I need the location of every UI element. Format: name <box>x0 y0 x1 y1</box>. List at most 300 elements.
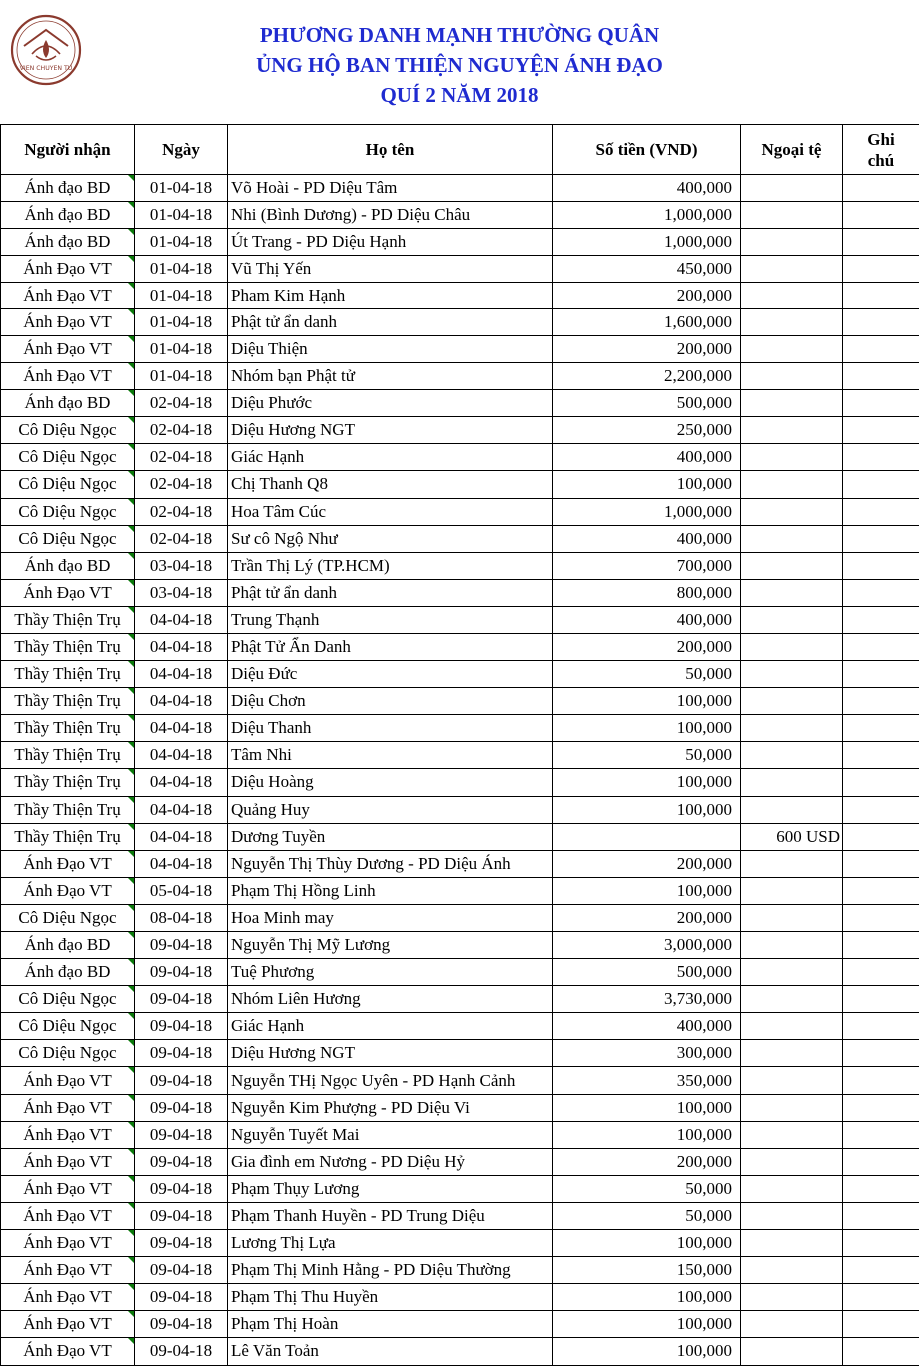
table-row <box>1 1202 919 1229</box>
cell-ngoai-te <box>741 1338 843 1365</box>
cell-ngoai-te <box>741 606 843 633</box>
cell-ghi-chu <box>843 552 919 579</box>
cell-ho-ten: Lê Văn Toản <box>228 1338 553 1365</box>
cell-ghi-chu <box>843 877 919 904</box>
cell-ho-ten: Phạm Thị Minh Hằng - PD Diệu Thường <box>228 1257 553 1284</box>
cell-ngoai-te <box>741 877 843 904</box>
cell-ho-ten: Trung Thạnh <box>228 606 553 633</box>
table-row <box>1 363 919 390</box>
cell-ngay: 01-04-18 <box>135 282 228 309</box>
cell-so-tien: 200,000 <box>553 336 741 363</box>
cell-ghi-chu <box>843 769 919 796</box>
cell-ngay: 01-04-18 <box>135 228 228 255</box>
cell-ho-ten: Nguyễn THị Ngọc Uyên - PD Hạnh Cảnh <box>228 1067 553 1094</box>
cell-nguoi-nhan: Thầy Thiện Trụ <box>1 769 135 796</box>
cell-ghi-chu <box>843 1311 919 1338</box>
cell-ghi-chu <box>843 742 919 769</box>
cell-so-tien: 1,600,000 <box>553 309 741 336</box>
cell-ghi-chu <box>843 1148 919 1175</box>
cell-nguoi-nhan: Ánh đạo BD <box>1 932 135 959</box>
cell-ho-ten: Phật tử ẩn danh <box>228 579 553 606</box>
cell-so-tien: 500,000 <box>553 959 741 986</box>
cell-nguoi-nhan: Cô Diệu Ngọc <box>1 986 135 1013</box>
cell-nguoi-nhan: Ánh Đạo VT <box>1 877 135 904</box>
cell-ngay: 03-04-18 <box>135 552 228 579</box>
column-header-nguoi-nhan: Người nhận <box>1 125 135 175</box>
cell-nguoi-nhan: Ánh Đạo VT <box>1 1175 135 1202</box>
table-row <box>1 986 919 1013</box>
cell-so-tien: 100,000 <box>553 1121 741 1148</box>
cell-ngay: 09-04-18 <box>135 1094 228 1121</box>
cell-ngay: 04-04-18 <box>135 850 228 877</box>
cell-so-tien: 200,000 <box>553 904 741 931</box>
table-row <box>1 336 919 363</box>
cell-so-tien: 100,000 <box>553 877 741 904</box>
cell-ghi-chu <box>843 986 919 1013</box>
cell-ghi-chu <box>843 688 919 715</box>
cell-ngoai-te <box>741 796 843 823</box>
cell-ho-ten: Lương Thị Lựa <box>228 1230 553 1257</box>
cell-ngoai-te <box>741 959 843 986</box>
cell-ho-ten: Vũ Thị Yến <box>228 255 553 282</box>
cell-ngay: 09-04-18 <box>135 1067 228 1094</box>
table-row <box>1 769 919 796</box>
table-row <box>1 932 919 959</box>
cell-ho-ten: Diệu Thanh <box>228 715 553 742</box>
cell-nguoi-nhan: Ánh Đạo VT <box>1 1338 135 1365</box>
cell-nguoi-nhan: Ánh Đạo VT <box>1 1121 135 1148</box>
column-header-ngoai-te: Ngoại tệ <box>741 125 843 175</box>
cell-ho-ten: Diệu Phước <box>228 390 553 417</box>
cell-ghi-chu <box>843 1338 919 1365</box>
table-row <box>1 904 919 931</box>
table-row <box>1 498 919 525</box>
cell-so-tien: 3,730,000 <box>553 986 741 1013</box>
cell-ngoai-te <box>741 1040 843 1067</box>
cell-nguoi-nhan: Ánh Đạo VT <box>1 1148 135 1175</box>
cell-so-tien: 100,000 <box>553 1311 741 1338</box>
column-header-ngay: Ngày <box>135 125 228 175</box>
cell-ngay: 09-04-18 <box>135 1257 228 1284</box>
cell-ho-ten: Pham Kim Hạnh <box>228 282 553 309</box>
cell-so-tien: 50,000 <box>553 1202 741 1229</box>
cell-so-tien: 100,000 <box>553 1094 741 1121</box>
cell-ghi-chu <box>843 444 919 471</box>
cell-ngay: 04-04-18 <box>135 661 228 688</box>
cell-ngay: 09-04-18 <box>135 1121 228 1148</box>
cell-nguoi-nhan: Ánh Đạo VT <box>1 1094 135 1121</box>
cell-ghi-chu <box>843 498 919 525</box>
table-row <box>1 309 919 336</box>
cell-so-tien: 200,000 <box>553 1148 741 1175</box>
table-row <box>1 282 919 309</box>
cell-ngay: 09-04-18 <box>135 1230 228 1257</box>
cell-ghi-chu <box>843 471 919 498</box>
cell-ngay: 02-04-18 <box>135 525 228 552</box>
cell-nguoi-nhan: Ánh Đạo VT <box>1 309 135 336</box>
cell-ghi-chu <box>843 228 919 255</box>
cell-ghi-chu <box>843 959 919 986</box>
cell-ho-ten: Võ Hoài - PD Diệu Tâm <box>228 175 553 202</box>
cell-so-tien <box>553 823 741 850</box>
cell-ngay: 01-04-18 <box>135 201 228 228</box>
cell-nguoi-nhan: Ánh đạo BD <box>1 175 135 202</box>
cell-ngoai-te <box>741 1013 843 1040</box>
cell-nguoi-nhan: Cô Diệu Ngọc <box>1 1013 135 1040</box>
cell-ngoai-te <box>741 1148 843 1175</box>
cell-nguoi-nhan: Cô Diệu Ngọc <box>1 498 135 525</box>
cell-ho-ten: Nguyễn Kim Phượng - PD Diệu Vi <box>228 1094 553 1121</box>
cell-ghi-chu <box>843 932 919 959</box>
cell-so-tien: 700,000 <box>553 552 741 579</box>
table-row <box>1 201 919 228</box>
cell-so-tien: 50,000 <box>553 1175 741 1202</box>
table-row <box>1 417 919 444</box>
cell-ngay: 01-04-18 <box>135 363 228 390</box>
cell-ngoai-te <box>741 1230 843 1257</box>
table-row <box>1 959 919 986</box>
cell-so-tien: 100,000 <box>553 1230 741 1257</box>
page-title-line-3: QUÍ 2 NĂM 2018 <box>0 80 919 110</box>
cell-so-tien: 100,000 <box>553 1338 741 1365</box>
table-row <box>1 525 919 552</box>
cell-nguoi-nhan: Ánh Đạo VT <box>1 282 135 309</box>
cell-ngoai-te <box>741 986 843 1013</box>
table-row <box>1 633 919 660</box>
cell-ngay: 09-04-18 <box>135 1148 228 1175</box>
cell-so-tien: 100,000 <box>553 796 741 823</box>
cell-ngay: 09-04-18 <box>135 1338 228 1365</box>
cell-ngoai-te <box>741 633 843 660</box>
cell-ngay: 09-04-18 <box>135 1202 228 1229</box>
cell-ghi-chu <box>843 1121 919 1148</box>
cell-so-tien: 200,000 <box>553 850 741 877</box>
cell-so-tien: 200,000 <box>553 282 741 309</box>
cell-nguoi-nhan: Cô Diệu Ngọc <box>1 471 135 498</box>
cell-ghi-chu <box>843 606 919 633</box>
cell-ngoai-te <box>741 309 843 336</box>
cell-nguoi-nhan: Ánh đạo BD <box>1 228 135 255</box>
cell-nguoi-nhan: Ánh Đạo VT <box>1 1067 135 1094</box>
table-row <box>1 1013 919 1040</box>
cell-ho-ten: Phạm Thị Hoàn <box>228 1311 553 1338</box>
cell-ghi-chu <box>843 904 919 931</box>
page-title-line-1: PHƯƠNG DANH MẠNH THƯỜNG QUÂN <box>0 20 919 50</box>
cell-ngoai-te <box>741 1175 843 1202</box>
cell-ghi-chu <box>843 201 919 228</box>
table-row <box>1 1067 919 1094</box>
cell-nguoi-nhan: Thầy Thiện Trụ <box>1 688 135 715</box>
cell-ngoai-te <box>741 282 843 309</box>
cell-ho-ten: Gia đình em Nương - PD Diệu Hỷ <box>228 1148 553 1175</box>
cell-ngay: 02-04-18 <box>135 390 228 417</box>
table-row <box>1 255 919 282</box>
cell-ngay: 04-04-18 <box>135 823 228 850</box>
cell-so-tien: 300,000 <box>553 1040 741 1067</box>
table-row <box>1 742 919 769</box>
cell-ngoai-te <box>741 1311 843 1338</box>
cell-nguoi-nhan: Cô Diệu Ngọc <box>1 904 135 931</box>
cell-ho-ten: Tâm Nhi <box>228 742 553 769</box>
cell-nguoi-nhan: Cô Diệu Ngọc <box>1 444 135 471</box>
cell-ngoai-te <box>741 932 843 959</box>
cell-ngay: 09-04-18 <box>135 1311 228 1338</box>
cell-ngoai-te <box>741 769 843 796</box>
cell-ho-ten: Phật tử ẩn danh <box>228 309 553 336</box>
cell-ngoai-te <box>741 417 843 444</box>
cell-ho-ten: Nhi (Bình Dương) - PD Diệu Châu <box>228 201 553 228</box>
table-row <box>1 1284 919 1311</box>
cell-ho-ten: Phật Tử Ẩn Danh <box>228 633 553 660</box>
column-header-ho-ten: Họ tên <box>228 125 553 175</box>
cell-ngoai-te <box>741 1094 843 1121</box>
cell-ghi-chu <box>843 255 919 282</box>
cell-ngoai-te: 600 USD <box>741 823 843 850</box>
cell-ghi-chu <box>843 1067 919 1094</box>
cell-so-tien: 100,000 <box>553 715 741 742</box>
cell-ho-ten: Sư cô Ngộ Như <box>228 525 553 552</box>
cell-ho-ten: Phạm Thanh Huyền - PD Trung Diệu <box>228 1202 553 1229</box>
cell-ngay: 01-04-18 <box>135 255 228 282</box>
cell-nguoi-nhan: Cô Diệu Ngọc <box>1 525 135 552</box>
cell-ngay: 02-04-18 <box>135 444 228 471</box>
cell-ngay: 01-04-18 <box>135 309 228 336</box>
cell-ngoai-te <box>741 1121 843 1148</box>
cell-ho-ten: Diệu Đức <box>228 661 553 688</box>
cell-ghi-chu <box>843 336 919 363</box>
cell-ngoai-te <box>741 471 843 498</box>
cell-ghi-chu <box>843 390 919 417</box>
cell-nguoi-nhan: Ánh Đạo VT <box>1 255 135 282</box>
cell-ngay: 04-04-18 <box>135 742 228 769</box>
cell-so-tien: 250,000 <box>553 417 741 444</box>
cell-ghi-chu <box>843 1175 919 1202</box>
cell-ghi-chu <box>843 661 919 688</box>
cell-ngay: 04-04-18 <box>135 715 228 742</box>
cell-nguoi-nhan: Ánh đạo BD <box>1 201 135 228</box>
cell-ghi-chu <box>843 175 919 202</box>
cell-ho-ten: Tuệ Phương <box>228 959 553 986</box>
cell-ngay: 09-04-18 <box>135 1013 228 1040</box>
cell-ho-ten: Diệu Hoàng <box>228 769 553 796</box>
cell-nguoi-nhan: Ánh Đạo VT <box>1 579 135 606</box>
cell-ngay: 09-04-18 <box>135 1175 228 1202</box>
cell-so-tien: 50,000 <box>553 661 741 688</box>
cell-ngay: 09-04-18 <box>135 959 228 986</box>
cell-ngoai-te <box>741 1067 843 1094</box>
cell-ho-ten: Hoa Minh may <box>228 904 553 931</box>
cell-nguoi-nhan: Ánh Đạo VT <box>1 1311 135 1338</box>
cell-ghi-chu <box>843 525 919 552</box>
table-row <box>1 1121 919 1148</box>
cell-ho-ten: Giác Hạnh <box>228 1013 553 1040</box>
cell-ghi-chu <box>843 1230 919 1257</box>
cell-so-tien: 400,000 <box>553 1013 741 1040</box>
cell-nguoi-nhan: Ánh Đạo VT <box>1 336 135 363</box>
table-row <box>1 390 919 417</box>
cell-ngay: 04-04-18 <box>135 606 228 633</box>
cell-ghi-chu <box>843 363 919 390</box>
cell-ghi-chu <box>843 823 919 850</box>
cell-nguoi-nhan: Ánh Đạo VT <box>1 1257 135 1284</box>
cell-ho-ten: Nguyễn Thị Thùy Dương - PD Diệu Ánh <box>228 850 553 877</box>
cell-ho-ten: Phạm Thị Thu Huyền <box>228 1284 553 1311</box>
cell-ngoai-te <box>741 336 843 363</box>
cell-ngoai-te <box>741 904 843 931</box>
cell-ngay: 04-04-18 <box>135 769 228 796</box>
column-header-so-tien: Số tiền (VND) <box>553 125 741 175</box>
cell-ngoai-te <box>741 228 843 255</box>
cell-ngoai-te <box>741 201 843 228</box>
cell-nguoi-nhan: Ánh Đạo VT <box>1 1202 135 1229</box>
cell-so-tien: 150,000 <box>553 1257 741 1284</box>
cell-ngoai-te <box>741 363 843 390</box>
cell-ho-ten: Nhóm bạn Phật tử <box>228 363 553 390</box>
cell-ngoai-te <box>741 498 843 525</box>
cell-ngoai-te <box>741 850 843 877</box>
cell-ngoai-te <box>741 552 843 579</box>
cell-ho-ten: Diệu Hương NGT <box>228 417 553 444</box>
cell-nguoi-nhan: Thầy Thiện Trụ <box>1 796 135 823</box>
cell-ho-ten: Trần Thị Lý (TP.HCM) <box>228 552 553 579</box>
cell-nguoi-nhan: Cô Diệu Ngọc <box>1 417 135 444</box>
cell-ngay: 09-04-18 <box>135 1284 228 1311</box>
cell-nguoi-nhan: Thầy Thiện Trụ <box>1 633 135 660</box>
cell-ngay: 02-04-18 <box>135 498 228 525</box>
cell-ho-ten: Nguyễn Tuyết Mai <box>228 1121 553 1148</box>
table-row <box>1 606 919 633</box>
cell-ho-ten: Diệu Chơn <box>228 688 553 715</box>
cell-so-tien: 400,000 <box>553 175 741 202</box>
cell-ngoai-te <box>741 444 843 471</box>
cell-ghi-chu <box>843 1094 919 1121</box>
column-header-ghi-chu: Ghi chú <box>843 125 919 175</box>
cell-so-tien: 100,000 <box>553 471 741 498</box>
cell-nguoi-nhan: Thầy Thiện Trụ <box>1 715 135 742</box>
table-row <box>1 552 919 579</box>
table-row <box>1 1094 919 1121</box>
cell-ghi-chu <box>843 796 919 823</box>
cell-ngay: 02-04-18 <box>135 417 228 444</box>
cell-so-tien: 100,000 <box>553 1284 741 1311</box>
cell-ngay: 01-04-18 <box>135 336 228 363</box>
cell-ngay: 09-04-18 <box>135 1040 228 1067</box>
donation-table <box>0 124 919 1366</box>
table-row <box>1 1230 919 1257</box>
cell-ngoai-te <box>741 1284 843 1311</box>
cell-ho-ten: Chị Thanh Q8 <box>228 471 553 498</box>
table-row <box>1 796 919 823</box>
table-row <box>1 877 919 904</box>
cell-ho-ten: Hoa Tâm Cúc <box>228 498 553 525</box>
cell-nguoi-nhan: Ánh Đạo VT <box>1 363 135 390</box>
cell-ngoai-te <box>741 390 843 417</box>
cell-so-tien: 3,000,000 <box>553 932 741 959</box>
table-row <box>1 850 919 877</box>
table-row <box>1 1175 919 1202</box>
cell-ngoai-te <box>741 742 843 769</box>
cell-so-tien: 1,000,000 <box>553 201 741 228</box>
cell-ngay: 04-04-18 <box>135 796 228 823</box>
cell-ngoai-te <box>741 525 843 552</box>
table-row <box>1 228 919 255</box>
cell-ghi-chu <box>843 850 919 877</box>
cell-ngoai-te <box>741 661 843 688</box>
cell-so-tien: 350,000 <box>553 1067 741 1094</box>
cell-ho-ten: Nhóm Liên Hương <box>228 986 553 1013</box>
cell-ho-ten: Diệu Hương NGT <box>228 1040 553 1067</box>
cell-ghi-chu <box>843 1257 919 1284</box>
cell-so-tien: 200,000 <box>553 633 741 660</box>
cell-ghi-chu <box>843 282 919 309</box>
cell-ngay: 09-04-18 <box>135 986 228 1013</box>
cell-so-tien: 1,000,000 <box>553 498 741 525</box>
cell-ngay: 04-04-18 <box>135 633 228 660</box>
cell-ngay: 04-04-18 <box>135 688 228 715</box>
cell-so-tien: 400,000 <box>553 606 741 633</box>
cell-nguoi-nhan: Thầy Thiện Trụ <box>1 742 135 769</box>
cell-so-tien: 50,000 <box>553 742 741 769</box>
cell-nguoi-nhan: Thầy Thiện Trụ <box>1 661 135 688</box>
cell-ngay: 01-04-18 <box>135 175 228 202</box>
cell-ngoai-te <box>741 1202 843 1229</box>
cell-nguoi-nhan: Cô Diệu Ngọc <box>1 1040 135 1067</box>
table-row <box>1 1148 919 1175</box>
table-row <box>1 579 919 606</box>
cell-ho-ten: Giác Hạnh <box>228 444 553 471</box>
cell-nguoi-nhan: Thầy Thiện Trụ <box>1 606 135 633</box>
page-title-line-2: ỦNG HỘ BAN THIỆN NGUYỆN ÁNH ĐẠO <box>0 50 919 80</box>
cell-ngoai-te <box>741 715 843 742</box>
cell-nguoi-nhan: Ánh Đạo VT <box>1 850 135 877</box>
cell-ngay: 09-04-18 <box>135 932 228 959</box>
cell-so-tien: 500,000 <box>553 390 741 417</box>
cell-ghi-chu <box>843 633 919 660</box>
cell-ho-ten: Quảng Huy <box>228 796 553 823</box>
cell-so-tien: 450,000 <box>553 255 741 282</box>
cell-ho-ten: Dương Tuyền <box>228 823 553 850</box>
cell-ngay: 02-04-18 <box>135 471 228 498</box>
cell-ngay: 08-04-18 <box>135 904 228 931</box>
cell-nguoi-nhan: Thầy Thiện Trụ <box>1 823 135 850</box>
cell-ngoai-te <box>741 255 843 282</box>
cell-so-tien: 1,000,000 <box>553 228 741 255</box>
cell-ghi-chu <box>843 1040 919 1067</box>
logo-text: VIEN CHUYEN TU <box>20 65 73 72</box>
cell-nguoi-nhan: Ánh đạo BD <box>1 959 135 986</box>
cell-ngay: 05-04-18 <box>135 877 228 904</box>
cell-ho-ten: Diệu Thiện <box>228 336 553 363</box>
cell-so-tien: 400,000 <box>553 525 741 552</box>
cell-ho-ten: Út Trang - PD Diệu Hạnh <box>228 228 553 255</box>
cell-ngoai-te <box>741 175 843 202</box>
cell-nguoi-nhan: Ánh Đạo VT <box>1 1284 135 1311</box>
cell-ghi-chu <box>843 579 919 606</box>
table-header-row <box>1 125 919 175</box>
cell-ho-ten: Nguyễn Thị Mỹ Lương <box>228 932 553 959</box>
cell-ngoai-te <box>741 579 843 606</box>
cell-ghi-chu <box>843 715 919 742</box>
cell-ghi-chu <box>843 417 919 444</box>
cell-nguoi-nhan: Ánh Đạo VT <box>1 1230 135 1257</box>
cell-so-tien: 2,200,000 <box>553 363 741 390</box>
cell-ghi-chu <box>843 309 919 336</box>
table-row <box>1 1311 919 1338</box>
table-row <box>1 1257 919 1284</box>
cell-ngay: 03-04-18 <box>135 579 228 606</box>
cell-so-tien: 400,000 <box>553 444 741 471</box>
cell-ngoai-te <box>741 1257 843 1284</box>
